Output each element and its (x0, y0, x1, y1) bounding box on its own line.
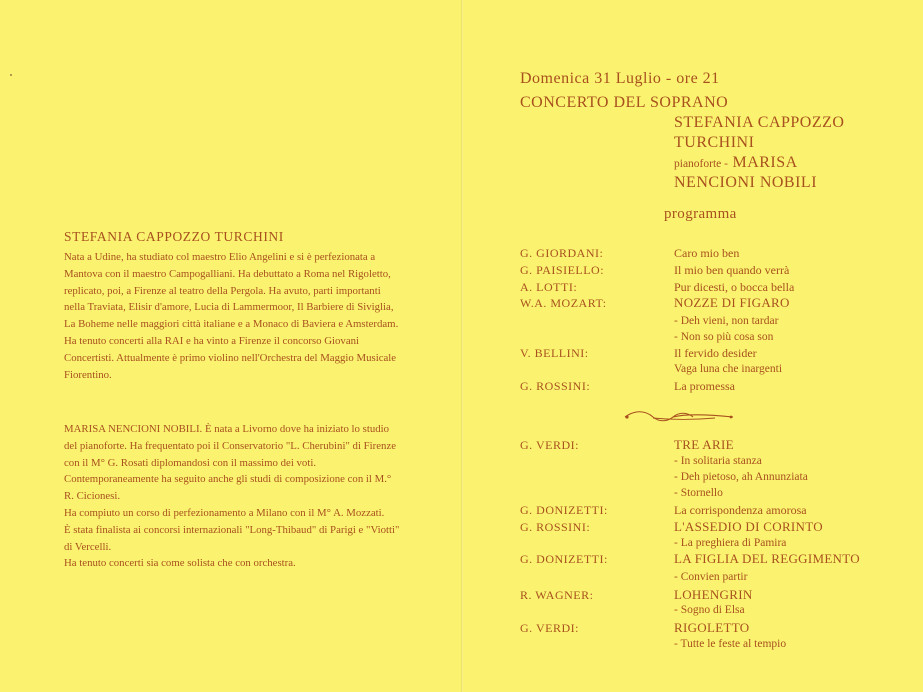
composer-name: G. DONIZETTI: (520, 552, 608, 566)
programma-heading: programma (664, 206, 737, 222)
work-title: Il mio ben quando verrà (674, 263, 790, 277)
aria-title: - Convien partir (674, 571, 748, 583)
bio-pianist (64, 421, 400, 572)
bio-paragraph: MARISA NENCIONI NOBILI. È nata a Livorno dove ha iniziato lo studio del pianoforte. Ha frequentato poi il Conservatorio "L. Cherubini" di Firenze con il M° G. Rosati diplomandosi con il massimo dei voti. Contemporaneamente ha seguito anche gli studi di composizione con il M.° R. Cicionesi. (64, 423, 397, 503)
flourish-divider-icon (623, 408, 735, 426)
work-title: TRE ARIE (674, 437, 734, 452)
work-title: La corrispondenza amorosa (674, 503, 807, 517)
composer-name: G. VERDI: (520, 621, 579, 635)
work-title: LA FIGLIA DEL REGGIMENTO (674, 551, 860, 566)
aria-title: - Stornello (674, 487, 723, 499)
aria-title: - Deh vieni, non tardar (674, 315, 779, 327)
aria-title: - La preghiera di Pamira (674, 537, 787, 549)
pianist-name: MARISA (732, 154, 798, 171)
composer-name: W.A. MOZART: (520, 296, 607, 310)
page-fold (461, 0, 463, 692)
composer-name: G. ROSSINI: (520, 379, 591, 393)
composer-name: R. WAGNER: (520, 588, 594, 602)
work-title: NOZZE DI FIGARO (674, 295, 790, 310)
pianist-surname: NENCIONI NOBILI (674, 174, 818, 191)
work-title: Pur dicesti, o bocca bella (674, 280, 795, 294)
bio-paragraph: Ha tenuto concerti sia come solista che con orchestra. (64, 557, 296, 570)
work-title: Il fervido desider (674, 346, 757, 360)
composer-name: G. PAISIELLO: (520, 263, 605, 277)
aria-title: Vaga luna che inargenti (674, 363, 783, 375)
bio-soprano (64, 249, 400, 383)
piano-label: pianoforte - (674, 158, 728, 170)
soprano-name: STEFANIA CAPPOZZO (674, 114, 845, 131)
concert-date: Domenica 31 Luglio - ore 21 (520, 70, 720, 87)
work-title: La promessa (674, 379, 735, 393)
bio-paragraph: Ha compiuto un corso di perfezionamento a Milano con il M° A. Mozzati. (64, 506, 385, 519)
composer-name: V. BELLINI: (520, 346, 589, 360)
work-title: L'ASSEDIO DI CORINTO (674, 519, 823, 534)
speck (10, 74, 12, 76)
work-title: LOHENGRIN (674, 587, 753, 602)
concert-title: CONCERTO DEL SOPRANO (520, 94, 729, 111)
composer-name: G. ROSSINI: (520, 520, 591, 534)
bio-title: STEFANIA CAPPOZZO TURCHINI (64, 229, 284, 244)
bio-paragraph: Nata a Udine, ha studiato col maestro Elio Angelini e si è perfezionata a Mantova con il maestro Campogalliani. Ha debuttato a Roma nel Rigoletto, replicato, poi, a Firenze al teatro della Pergola. Ha avuto, parti importanti nella Traviata, Elisir d'amore, Lucia di Lammermoor, Il Barbiere di Siviglia, La Boheme nelle maggiori città italiane e a Monaco di Baviera e Amsterdam. Ha tenuto concerti alla RAI e ha vinto a Firenze il concorso Giovani Concertisti. Attualmente è primo violino nell'Orchestra del Maggio Musicale Fiorentino. (64, 251, 399, 381)
aria-title: - Tutte le feste al tempio (674, 638, 787, 650)
aria-title: - Deh pietoso, ah Annunziata (674, 471, 808, 483)
aria-title: - Non so più cosa son (674, 331, 774, 343)
composer-name: G. DONIZETTI: (520, 503, 608, 517)
work-title: RIGOLETTO (674, 620, 750, 635)
composer-name: A. LOTTI: (520, 280, 578, 294)
composer-name: G. GIORDANI: (520, 246, 604, 260)
composer-name: G. VERDI: (520, 438, 579, 452)
aria-title: - Sogno di Elsa (674, 604, 745, 616)
work-title: Caro mio ben (674, 246, 740, 260)
aria-title: - In solitaria stanza (674, 455, 762, 467)
bio-paragraph: È stata finalista ai concorsi internazionali "Long-Thibaud" di Parigi e "Viotti" di Vercelli. (64, 523, 400, 553)
pianist-line (674, 154, 798, 172)
soprano-surname: TURCHINI (674, 134, 755, 151)
